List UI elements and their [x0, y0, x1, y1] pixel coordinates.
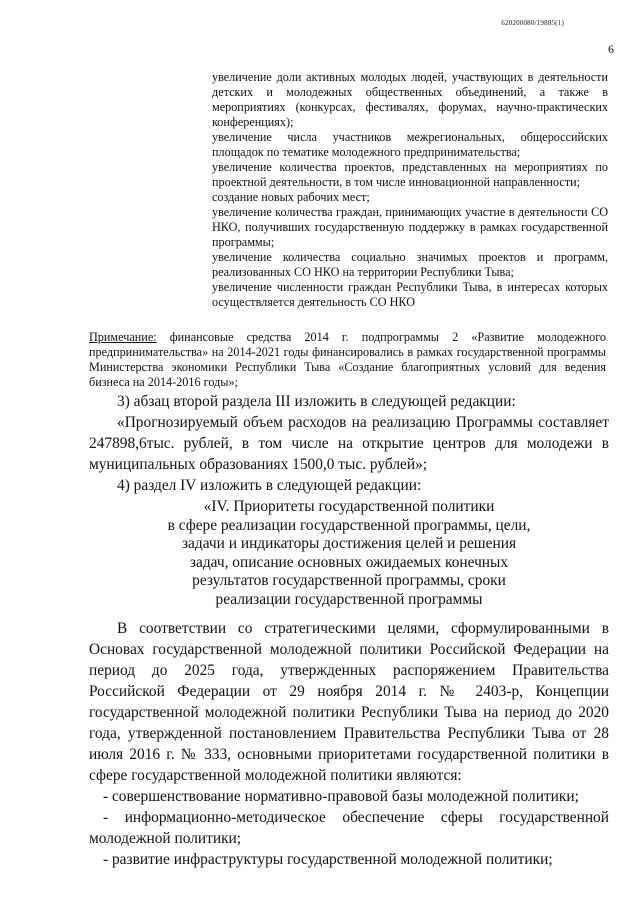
indicators-list — [212, 70, 608, 310]
indicator-item: увеличение количества граждан, принимающих участие в деятельности СО НКО, получивших государственную поддержку в рамках государственной программы; — [212, 205, 608, 249]
amendment-item-3-text: «Прогнозируемый объем расходов на реализацию Программы составляет 247898,6тыс. рублей, в том числе на открытие центров для молодежи в муниципальных образованиях 1500,0 тыс. рублей»; — [89, 414, 609, 473]
section-heading-line: результатов государственной программы, сроки — [192, 572, 506, 589]
body-section — [89, 618, 609, 870]
document-id: 620200080/19885(1) — [501, 19, 564, 27]
priority-item: - совершенствование нормативно-правовой базы молодежной политики; — [103, 788, 579, 805]
indicator-item: увеличение численности граждан Республики Тыва, в интересах которых осуществляется деятельность СО НКО — [212, 280, 608, 309]
indicator-item: увеличение доли активных молодых людей, участвующих в деятельности детских и молодежных общественных объединений, а также в мероприятиях (конкурсах, фестивалях, форумах, научно-практических конференциях); — [212, 70, 608, 129]
note-paragraph — [89, 330, 606, 390]
priority-item: - развитие инфраструктуры государственной молодежной политики; — [103, 851, 553, 868]
section-heading-line: в сфере реализации государственной программы, цели, — [167, 516, 531, 534]
amendment-item-4: 4) раздел IV изложить в следующей редакции: — [117, 477, 422, 494]
section-heading-line: задачи и индикаторы достижения целей и решения — [181, 535, 517, 552]
body-intro-paragraph: В соответствии со стратегическими целями, сформулированными в Основах государственной молодежной политики Российской Федерации на период до 2025 года, утвержденных распоряжением Правительства Российской Федерации от 29 ноября 2014 г. № 2403-р, Концепции государственной молодежной политики Республики Тыва на период до 2020 года, утвержденной постановлением Правительства Республики Тыва от 28 июля 2016 г. № 333, основными приоритетами государственной политики в сфере государственной молодежной политики являются: — [89, 620, 609, 784]
amendment-item-3: 3) абзац второй раздела III изложить в следующей редакции: — [117, 393, 516, 410]
note-text: финансовые средства 2014 г. подпрограммы 2 «Развитие молодежного предпринимательства» на 2014-2021 годы финансировались в рамках государственной программы Министерства экономики Республики Тыва «Создание благоприятных условий для ведения бизнеса на 2014-2016 годы»; — [89, 330, 606, 389]
indicator-item: увеличение количества социально значимых проектов и программ, реализованных СО НКО на территории Республики Тыва; — [212, 250, 608, 279]
indicator-item: создание новых рабочих мест; — [212, 190, 370, 204]
section-heading-line: задач, описание основных ожидаемых конечных — [189, 553, 509, 571]
section-heading — [89, 498, 609, 609]
indicator-item: увеличение количества проектов, представленных на мероприятиях по проектной деятельности, в том числе инновационной направленности; — [212, 160, 608, 189]
section-heading-line: реализации государственной программы — [215, 590, 483, 608]
priority-item: - информационно-методическое обеспечение сферы государственной молодежной политики; — [89, 809, 609, 847]
section-heading-line: «IV. Приоритеты государственной политики — [203, 498, 495, 515]
note-label: Примечание: — [89, 330, 157, 344]
indicator-item: увеличение числа участников межрегиональных, общероссийских площадок по тематике молодежного предпринимательства; — [212, 130, 608, 159]
page-number: 6 — [608, 42, 614, 56]
